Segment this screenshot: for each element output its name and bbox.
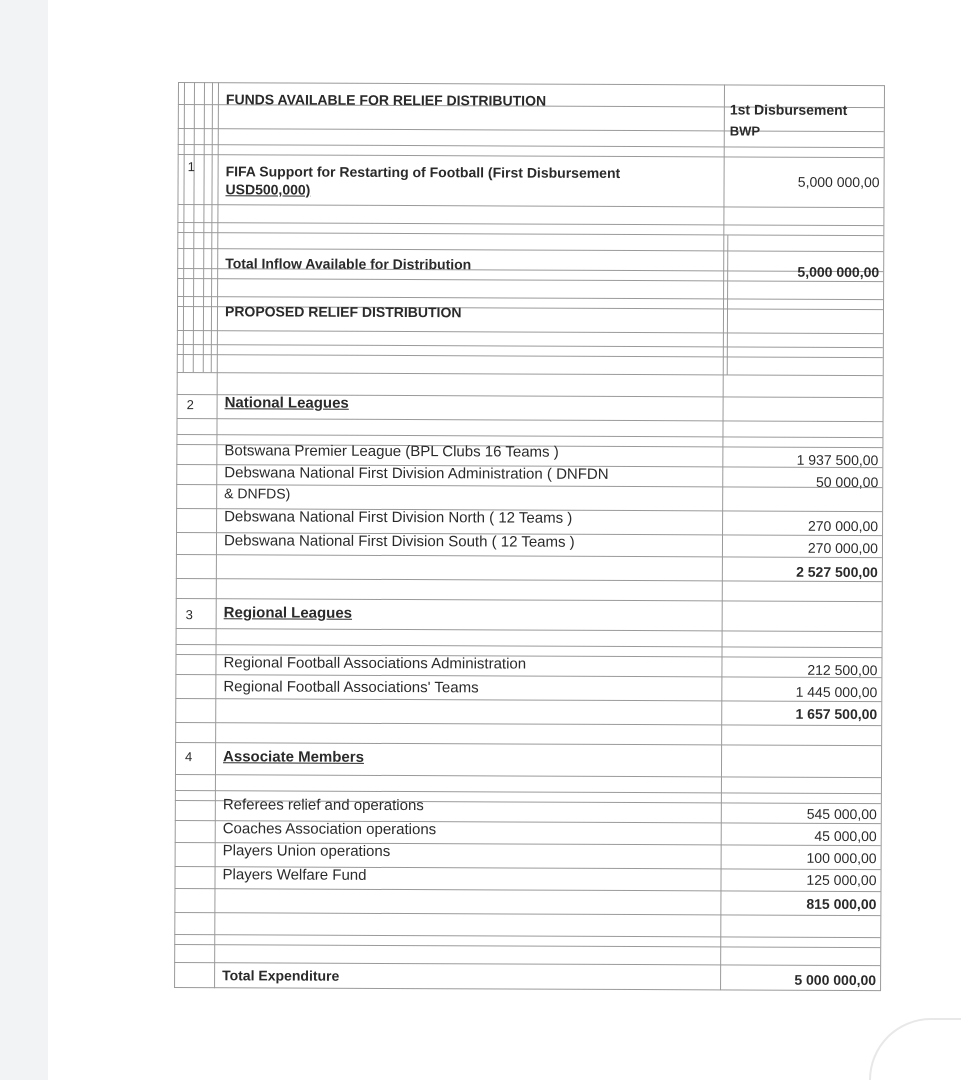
table-inner-line (727, 234, 729, 374)
table-row-line (177, 222, 883, 226)
table-row-line (177, 418, 883, 422)
associate-subtotal: 815 000,00 (806, 895, 877, 913)
table-inner-line (211, 82, 213, 372)
regional-item-label: Regional Football Associations Administration (223, 654, 527, 673)
national-leagues-heading: National Leagues (224, 394, 349, 412)
table-row-line (177, 232, 883, 236)
national-subtotal: 2 527 500,00 (796, 563, 878, 581)
table-inner-line (203, 82, 205, 372)
table-row-line (175, 742, 881, 746)
fifa-support-amount: 5,000 000,00 (797, 173, 880, 191)
relief-distribution-table (164, 82, 884, 991)
associate-members-heading: Associate Members (223, 748, 364, 766)
row-number: 2 (186, 397, 194, 413)
national-item-label: & DNFDS) (224, 485, 291, 502)
row-number: 3 (185, 607, 193, 623)
national-item-label: Debswana National First Division South ( 12 Teams ) (223, 532, 575, 551)
total-inflow-label: Total Inflow Available for Distribution (225, 255, 472, 273)
currency-label: BWP (729, 123, 761, 139)
fifa-support-label-cont: USD500,000) (225, 181, 311, 198)
table-row-line (177, 330, 883, 334)
associate-item-label: Players Welfare Fund (222, 866, 367, 884)
table-row-line (177, 296, 883, 300)
national-item-label: Debswana National First Division Administration ( DNFDN (224, 464, 609, 483)
national-item-amount: 50 000,00 (815, 473, 879, 491)
page-curl-decoration (869, 1018, 961, 1080)
table-row-line (176, 644, 882, 648)
table-row-line (174, 934, 880, 938)
table-border-left (174, 82, 179, 988)
row-number: 1 (187, 159, 195, 175)
proposed-distribution-heading: PROPOSED RELIEF DISTRIBUTION (224, 303, 462, 321)
total-expenditure-label: Total Expenditure (222, 967, 340, 984)
associate-item-amount: 545 000,00 (806, 805, 877, 823)
table-row-line (176, 628, 882, 632)
associate-item-label: Coaches Association operations (222, 820, 437, 839)
associate-item-amount: 100 000,00 (806, 849, 877, 867)
associate-item-label: Referees relief and operations (222, 796, 424, 815)
national-item-amount: 1 937 500,00 (796, 451, 879, 469)
table-row-line (174, 944, 880, 948)
table-row-line (175, 790, 881, 794)
table-inner-line (193, 82, 195, 372)
document-page (48, 0, 961, 1080)
total-expenditure-amount: 5 000 000,00 (794, 971, 877, 989)
associate-item-label: Players Union operations (222, 842, 391, 860)
fifa-support-label: FIFA Support for Restarting of Football (First Disbursement (225, 163, 621, 181)
table-row-line (175, 774, 881, 778)
table-row-line (178, 128, 884, 132)
regional-subtotal: 1 657 500,00 (795, 705, 878, 723)
column-divider-number (214, 82, 219, 988)
table-row-line (176, 434, 882, 438)
national-item-amount: 270 000,00 (807, 517, 879, 535)
table-border-right (880, 85, 885, 991)
table-row-line (178, 144, 884, 148)
table-row-line (177, 248, 883, 252)
associate-item-amount: 125 000,00 (806, 871, 877, 889)
table-row-line (177, 204, 883, 208)
funds-available-heading: FUNDS AVAILABLE FOR RELIEF DISTRIBUTION (225, 91, 547, 109)
regional-leagues-heading: Regional Leagues (223, 604, 353, 622)
national-item-label: Debswana National First Division North ( 12 Teams ) (224, 508, 573, 527)
table-row-line (178, 154, 884, 158)
total-inflow-amount: 5,000 000,00 (797, 263, 880, 281)
table-row-line (177, 344, 883, 348)
table-row-line (176, 598, 882, 602)
disbursement-column-label: 1st Disbursement (729, 101, 848, 118)
regional-item-amount: 212 500,00 (807, 661, 878, 679)
table-row-line (177, 354, 883, 358)
national-item-label: Botswana Premier League (BPL Clubs 16 Teams ) (224, 442, 559, 461)
regional-item-amount: 1 445 000,00 (795, 683, 878, 701)
associate-item-amount: 45 000,00 (814, 827, 877, 845)
table-row-line (177, 372, 883, 376)
table-inner-line (183, 82, 185, 372)
national-item-amount: 270 000,00 (807, 539, 879, 557)
regional-item-label: Regional Football Associations' Teams (223, 678, 479, 697)
table-row-line (178, 82, 884, 86)
row-number: 4 (185, 749, 193, 765)
